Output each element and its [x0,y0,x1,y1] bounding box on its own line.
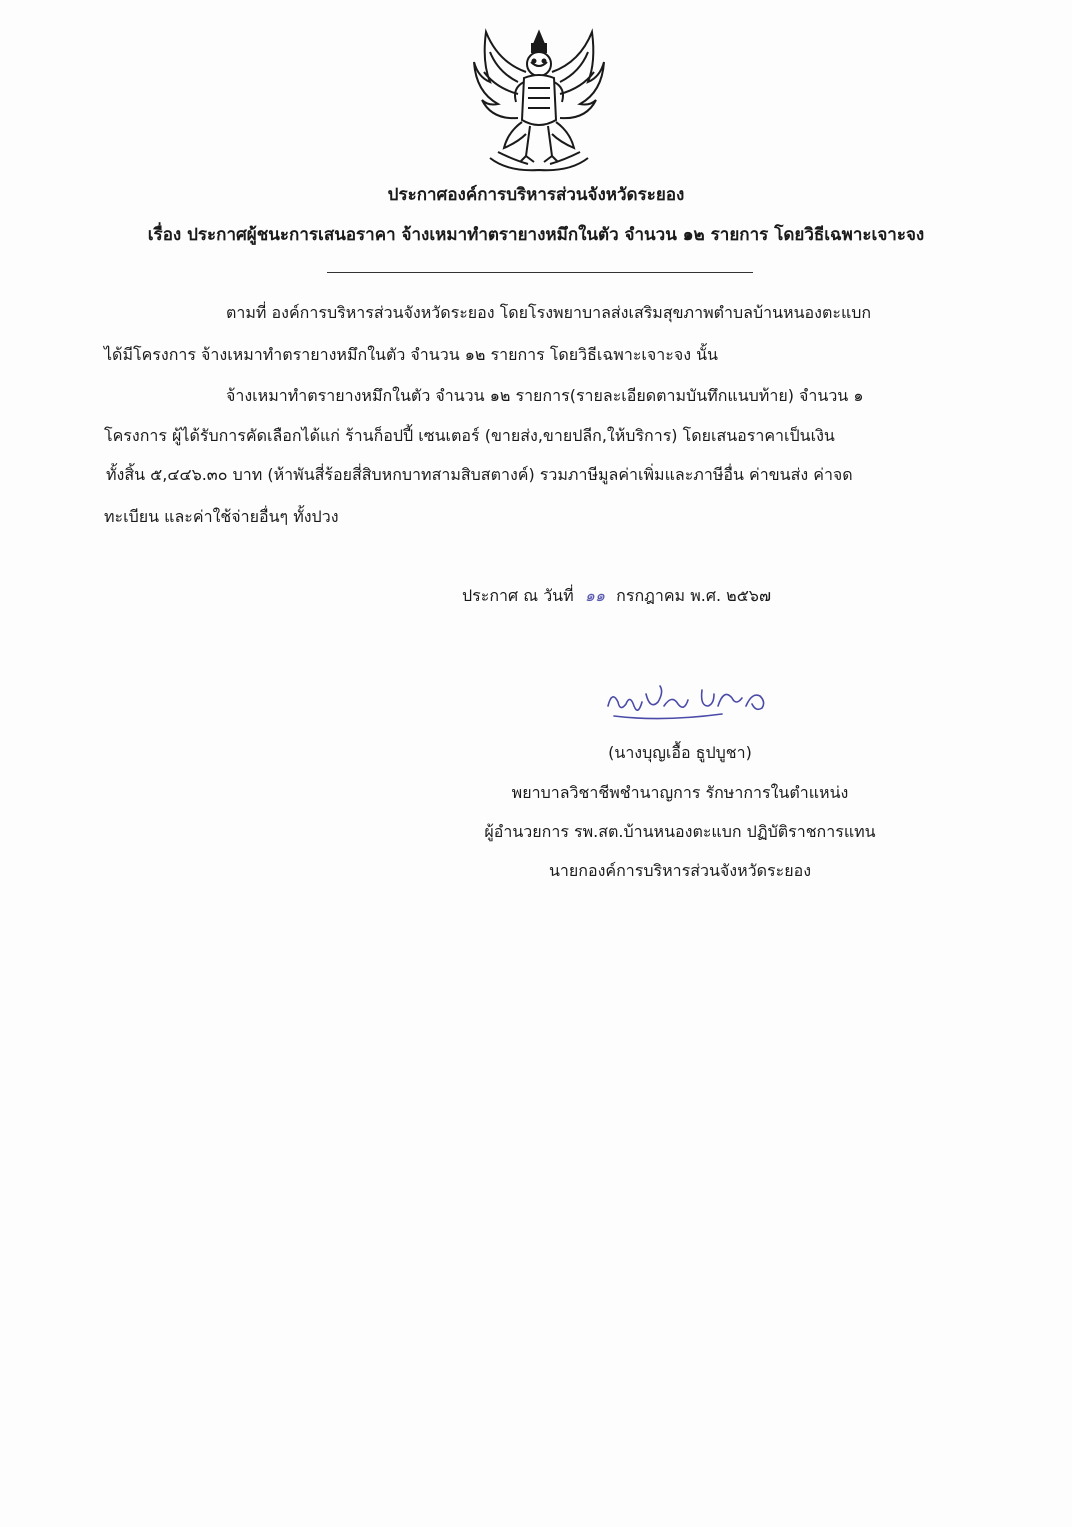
body-line-4: โครงการ ผู้ได้รับการคัดเลือกได้แก่ ร้านก็อปปี้ เซนเตอร์ (ขายส่ง,ขายปลีก,ให้บริการ) โดยเสนอราคาเป็นเงิน [104,426,835,445]
announcement-subject: เรื่อง ประกาศผู้ชนะการเสนอราคา จ้างเหมาทำตรายางหมึกในตัว จำนวน ๑๒ รายการ โดยวิธีเฉพาะเจาะจง [147,225,925,245]
announce-month-year: กรกฎาคม พ.ศ. ๒๕๖๗ [616,586,771,605]
signer-position-2: ผู้อำนวยการ รพ.สต.บ้านหนองตะแบก ปฏิบัติราชการแทน [484,822,876,841]
title-divider [327,272,753,273]
body-line-5: ทั้งสิ้น ๕,๔๔๖.๓๐ บาท (ห้าพันสี่ร้อยสี่สิบหกบาทสามสิบสตางค์) รวมภาษีมูลค่าเพิ่มและภาษีอื่น ค่าขนส่ง ค่าจด [106,465,853,484]
signer-position-1: พยาบาลวิชาชีพชำนาญการ รักษาการในตำแหน่ง [511,783,849,802]
signer-position-3: นายกองค์การบริหารส่วนจังหวัดระยอง [548,861,812,880]
announce-prefix: ประกาศ ณ วันที่ [462,586,574,605]
body-line-2: ได้มีโครงการ จ้างเหมาทำตรายางหมึกในตัว จำนวน ๑๒ รายการ โดยวิธีเฉพาะเจาะจง นั้น [104,345,718,364]
signer-name: (นางบุญเอื้อ ธูปบูชา) [608,743,752,762]
garuda-emblem-icon [468,22,610,174]
body-line-6: ทะเบียน และค่าใช้จ่ายอื่นๆ ทั้งปวง [104,507,339,526]
body-line-3: จ้างเหมาทำตรายางหมึกในตัว จำนวน ๑๒ รายการ(รายละเอียดตามบันทึกแนบท้าย) จำนวน ๑ [226,386,864,405]
announce-day: ๑๑ [584,586,606,605]
announce-date [462,584,771,608]
handwritten-signature [602,676,782,726]
announcement-title: ประกาศองค์การบริหารส่วนจังหวัดระยอง [387,185,685,205]
body-line-1: ตามที่ องค์การบริหารส่วนจังหวัดระยอง โดยโรงพยาบาลส่งเสริมสุขภาพตำบลบ้านหนองตะแบก [226,303,872,322]
